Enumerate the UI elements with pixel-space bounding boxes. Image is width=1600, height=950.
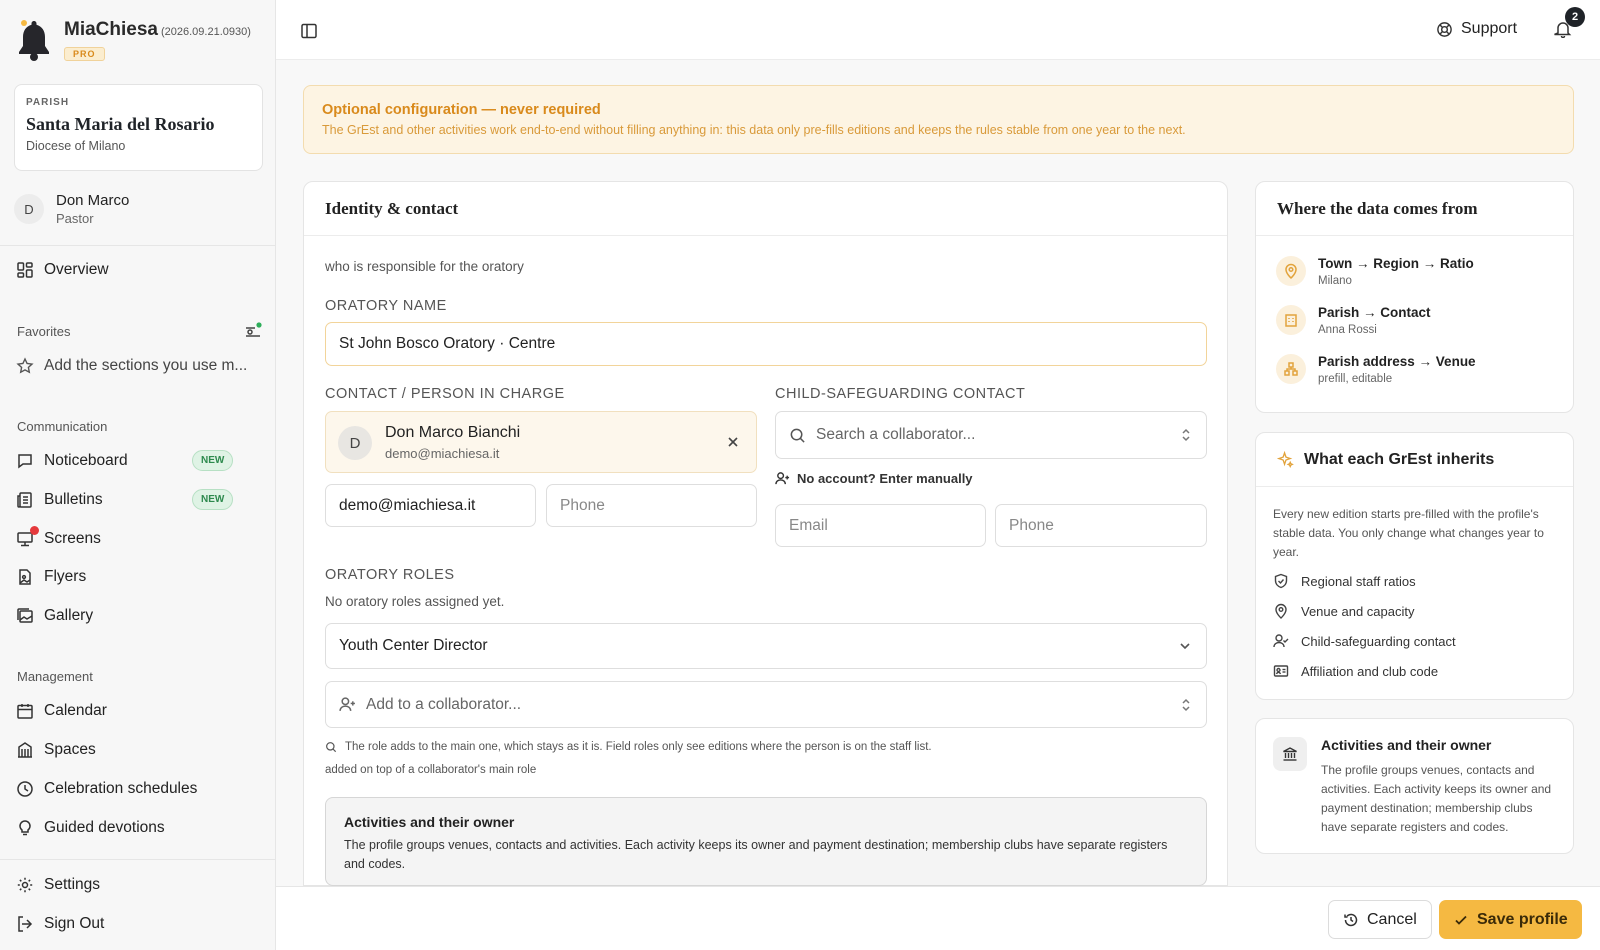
- bell-logo-icon: [16, 18, 52, 62]
- sidebar-item-label: Guided devotions: [44, 819, 165, 836]
- contact-email: demo@miachiesa.it: [385, 446, 500, 461]
- sidebar-item-label: Celebration schedules: [44, 780, 198, 797]
- log-out-icon: [16, 915, 34, 933]
- notification-count-badge: 2: [1565, 7, 1585, 27]
- oratory-name-label: ORATORY NAME: [325, 298, 447, 314]
- no-account-text: No account? Enter manually: [797, 471, 973, 486]
- check-icon: [1453, 912, 1469, 928]
- user-role: Pastor: [56, 211, 94, 226]
- phone-placeholder: Phone: [560, 496, 605, 514]
- sidebar-item-noticeboard[interactable]: [16, 452, 128, 470]
- source-sub: prefill, editable: [1318, 373, 1393, 385]
- optional-config-notice: [303, 85, 1574, 154]
- safeguarding-label: CHILD-SAFEGUARDING CONTACT: [775, 386, 1026, 402]
- add-collaborator-select[interactable]: [325, 681, 1207, 728]
- inherit-item: [1273, 663, 1438, 679]
- parish-name: Santa Maria del Rosario: [26, 114, 215, 134]
- sidebar: [0, 0, 276, 950]
- identity-card-title: Identity & contact: [304, 182, 1227, 236]
- contact-avatar: D: [338, 426, 372, 460]
- inherit-label: Child-safeguarding contact: [1301, 633, 1456, 649]
- inherits-text: Every new edition starts pre-filled with the profile's stable data. You only change what changes year to year.: [1273, 507, 1544, 559]
- chevrons-up-down-icon: [1180, 697, 1192, 713]
- source-item: [1276, 305, 1431, 336]
- calendar-icon: [16, 702, 34, 720]
- top-bar: [276, 0, 1600, 60]
- chevrons-up-down-icon: [1180, 427, 1192, 443]
- activities-owner-card: [1255, 718, 1574, 854]
- cancel-label: Cancel: [1367, 910, 1417, 928]
- sidebar-item-guided-devotions[interactable]: [16, 819, 165, 837]
- no-account-link[interactable]: [775, 471, 973, 486]
- contact-chip[interactable]: [325, 411, 757, 473]
- parish-card[interactable]: [14, 84, 263, 171]
- network-icon: [1276, 354, 1306, 384]
- role-select[interactable]: [325, 623, 1207, 669]
- images-icon: [16, 607, 34, 625]
- add-collaborator-placeholder: Add to a collaborator...: [366, 695, 522, 713]
- sidebar-item-overview[interactable]: [16, 261, 109, 279]
- building-icon: [1276, 305, 1306, 335]
- sidebar-item-label: Gallery: [44, 607, 94, 624]
- activities-info-title: Activities and their owner: [344, 814, 515, 830]
- safeguarding-search-input[interactable]: [775, 411, 1207, 459]
- source-sub: Milano: [1318, 275, 1352, 287]
- inherit-item: [1273, 633, 1456, 649]
- contact-label: CONTACT / PERSON IN CHARGE: [325, 386, 565, 402]
- close-icon[interactable]: [726, 435, 740, 449]
- message-square-icon: [16, 452, 34, 470]
- file-image-icon: [16, 568, 34, 586]
- sidebar-item-label: Sign Out: [44, 915, 105, 932]
- sidebar-item-flyers[interactable]: [16, 568, 86, 586]
- chevron-down-icon: [1178, 639, 1192, 653]
- inherit-item: [1273, 603, 1414, 619]
- favorites-settings-icon[interactable]: [244, 322, 262, 340]
- pro-badge: PRO: [64, 47, 105, 61]
- map-pin-icon: [1276, 256, 1306, 286]
- inherits-card-header: [1256, 433, 1573, 487]
- sidebar-item-label: Overview: [44, 261, 109, 278]
- landmark-icon: [1273, 737, 1307, 771]
- role-hint-text: The role adds to the main one, which stays as it is. Field roles only see editions where the person is on the staff list.: [345, 741, 932, 753]
- safeguarding-phone-input[interactable]: [995, 504, 1207, 547]
- search-icon: [325, 741, 337, 753]
- source-title: Parish → Contact: [1318, 305, 1431, 320]
- save-profile-button[interactable]: [1439, 900, 1582, 939]
- id-card-icon: [1273, 663, 1289, 679]
- sparkles-icon: [1277, 451, 1294, 468]
- footer-actions: [276, 886, 1600, 950]
- inherit-label: Affiliation and club code: [1301, 663, 1439, 679]
- contact-phone-input[interactable]: [546, 484, 757, 527]
- phone-placeholder: Phone: [1009, 516, 1054, 534]
- search-icon: [789, 427, 806, 444]
- role-hint: [325, 741, 932, 753]
- management-label: Management: [17, 669, 93, 684]
- inherits-card: [1255, 432, 1574, 700]
- inherit-label: Regional staff ratios: [1301, 573, 1416, 589]
- sidebar-item-label: Flyers: [44, 568, 87, 585]
- roles-label: ORATORY ROLES: [325, 567, 455, 583]
- communication-label: Communication: [17, 419, 108, 434]
- source-sub: Anna Rossi: [1318, 324, 1377, 336]
- brand[interactable]: [16, 18, 251, 62]
- notice-text: The GrEst and other activities work end-to-end without filling anything in: this data only pre-fills editions and keeps the rules stable from one year to the next.: [322, 123, 1186, 137]
- role-hint-secondary: added on top of a collaborator's main role: [325, 764, 537, 776]
- shield-check-icon: [1273, 573, 1289, 589]
- newspaper-icon: [16, 491, 34, 509]
- favorites-hint-text: Add the sections you use m...: [44, 357, 248, 374]
- map-pin-icon: [1273, 603, 1289, 619]
- inherit-item: [1273, 573, 1416, 589]
- oratory-name-input[interactable]: [325, 322, 1207, 366]
- life-buoy-icon: [1436, 21, 1453, 38]
- source-item: [1276, 256, 1474, 287]
- user-plus-icon: [775, 471, 790, 486]
- source-item: [1276, 354, 1476, 385]
- cancel-button[interactable]: [1328, 900, 1432, 939]
- inherit-label: Venue and capacity: [1301, 603, 1415, 619]
- owner-card-text: The profile groups venues, contacts and activities. Each activity keeps its owner and payment destination; membership clubs have separate registers and codes.: [1321, 763, 1552, 834]
- sidebar-item-settings[interactable]: [16, 876, 100, 894]
- source-title: Parish address → Venue: [1318, 354, 1476, 369]
- clock-icon: [16, 780, 34, 798]
- diocese-name: Diocese of Milano: [26, 139, 126, 153]
- sidebar-item-gallery[interactable]: [16, 607, 93, 625]
- sidebar-item-label: Screens: [44, 530, 101, 547]
- activities-info-box: [325, 797, 1207, 886]
- app-version: (2026.09.21.0930): [160, 26, 251, 38]
- oratory-name-value: St John Bosco Oratory · Centre: [339, 335, 556, 352]
- role-selected-value: Youth Center Director: [339, 637, 488, 654]
- sidebar-item-label: Calendar: [44, 702, 107, 719]
- sidebar-item-label: Noticeboard: [44, 452, 128, 469]
- new-badge: NEW: [192, 489, 233, 510]
- sidebar-item-celebration-schedules[interactable]: [16, 780, 197, 798]
- data-sources-title: Where the data comes from: [1256, 182, 1573, 236]
- new-badge: NEW: [192, 450, 233, 471]
- roles-empty-text: No oratory roles assigned yet.: [325, 594, 505, 609]
- gear-icon: [16, 876, 34, 894]
- favorites-hint[interactable]: [16, 357, 247, 375]
- identity-subtitle: who is responsible for the oratory: [325, 259, 524, 274]
- search-placeholder: Search a collaborator...: [816, 426, 976, 443]
- sidebar-item-screens[interactable]: [16, 530, 101, 548]
- sidebar-item-calendar[interactable]: [16, 702, 107, 720]
- user-name: Don Marco: [56, 192, 130, 209]
- user-check-icon: [1273, 633, 1289, 649]
- contact-name: Don Marco Bianchi: [385, 424, 521, 441]
- lightbulb-icon: [16, 819, 34, 837]
- notifications-button[interactable]: [1554, 11, 1579, 40]
- avatar: D: [14, 194, 44, 224]
- sidebar-item-label: Spaces: [44, 741, 96, 758]
- source-title: Town → Region → Ratio: [1318, 256, 1474, 271]
- contact-email-value: demo@miachiesa.it: [339, 496, 476, 514]
- email-placeholder: Email: [789, 516, 828, 534]
- parish-label: PARISH: [26, 97, 70, 108]
- history-icon: [1343, 912, 1359, 928]
- dashboard-icon: [16, 261, 34, 279]
- activities-info-text: The profile groups venues, contacts and activities. Each activity keeps its owner and payment destination; membership clubs have separate registers and codes.: [344, 838, 1168, 871]
- sidebar-toggle-icon[interactable]: [300, 22, 318, 40]
- user-profile[interactable]: [14, 192, 129, 226]
- star-icon: [16, 357, 34, 375]
- support-button[interactable]: [1436, 20, 1517, 38]
- notification-dot: [30, 526, 39, 535]
- sidebar-item-label: Settings: [44, 876, 101, 893]
- user-plus-icon: [339, 696, 356, 713]
- sidebar-item-bulletins[interactable]: [16, 491, 103, 509]
- save-label: Save profile: [1477, 910, 1568, 928]
- safeguarding-email-input[interactable]: [775, 504, 986, 547]
- inherits-title: What each GrEst inherits: [1304, 450, 1495, 468]
- owner-card-title: Activities and their owner: [1321, 737, 1492, 753]
- app-name: MiaChiesa: [64, 19, 158, 40]
- building-icon: [16, 741, 34, 759]
- support-label: Support: [1461, 20, 1518, 37]
- notice-title: Optional configuration — never required: [322, 102, 601, 118]
- sidebar-item-sign-out[interactable]: [16, 915, 104, 933]
- sidebar-item-spaces[interactable]: [16, 741, 96, 759]
- data-sources-card: [1255, 181, 1574, 413]
- divider: [0, 859, 276, 860]
- favorites-label: Favorites: [17, 324, 71, 339]
- contact-email-input[interactable]: [325, 484, 536, 527]
- sidebar-item-label: Bulletins: [44, 491, 103, 508]
- divider: [0, 245, 276, 246]
